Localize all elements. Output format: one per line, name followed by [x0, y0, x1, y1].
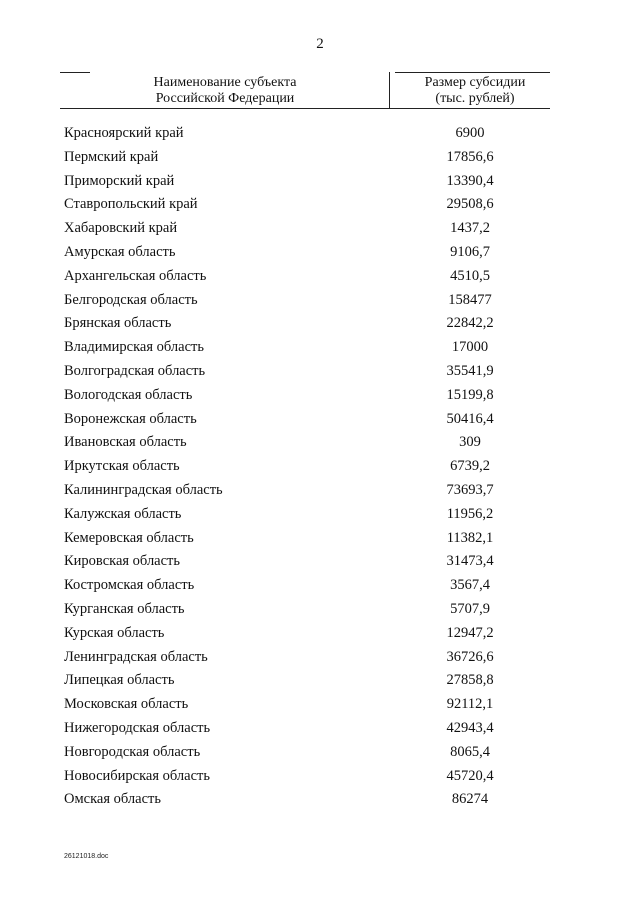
subsidy-amount: 17856,6 — [446, 148, 494, 165]
region-name: Курганская область — [64, 600, 185, 617]
subsidy-amount: 11956,2 — [446, 505, 494, 522]
region-name: Иркутская область — [64, 458, 180, 475]
table-row — [0, 431, 640, 455]
region-name: Архангельская область — [64, 267, 207, 284]
table-row — [0, 265, 640, 289]
subsidy-amount: 42943,4 — [446, 719, 494, 736]
table-row — [0, 788, 640, 812]
subsidy-amount: 17000 — [451, 339, 489, 356]
region-name: Московская область — [64, 696, 189, 713]
subsidy-amount: 31473,4 — [446, 553, 494, 570]
region-name: Липецкая область — [64, 672, 175, 689]
subsidy-amount: 86274 — [451, 791, 489, 808]
subsidy-amount: 22842,2 — [446, 315, 494, 332]
subsidy-amount: 13390,4 — [446, 172, 494, 189]
column-header-subsidy-line2: (тыс. рублей) — [435, 91, 515, 106]
region-name: Владимирская область — [64, 339, 204, 356]
subsidy-amount: 12947,2 — [446, 624, 494, 641]
subsidy-amount: 45720,4 — [446, 767, 494, 784]
subsidy-amount: 6900 — [455, 125, 485, 141]
column-header-subject-line1: Наименование субъекта — [153, 75, 297, 90]
column-header-subject-line2: Российской Федерации — [155, 91, 295, 106]
table-row — [0, 646, 640, 670]
table-row — [0, 241, 640, 265]
region-name: Новосибирская область — [64, 767, 210, 784]
table-row — [0, 717, 640, 741]
subsidy-amount: 29508,6 — [446, 196, 494, 213]
subsidy-amount: 27858,8 — [446, 672, 494, 689]
region-name: Воронежская область — [64, 410, 197, 427]
header-bottom-rule — [60, 108, 550, 109]
footer-filename: 26121018.doc — [64, 853, 109, 860]
table-row — [0, 408, 640, 432]
region-name: Волгоградская область — [64, 362, 206, 379]
region-name: Калининградская область — [64, 481, 223, 498]
table-row — [0, 384, 640, 408]
table-row — [0, 193, 640, 217]
region-name: Омская область — [64, 791, 161, 808]
table-row — [0, 765, 640, 789]
table-row — [0, 146, 640, 170]
region-name: Ивановская область — [64, 434, 187, 451]
table-row — [0, 289, 640, 313]
region-name: Новгородская область — [64, 743, 201, 760]
subsidy-table-body — [0, 122, 640, 812]
region-name: Нижегородская область — [64, 719, 211, 736]
table-row — [0, 455, 640, 479]
subsidy-amount: 92112,1 — [446, 696, 494, 713]
header-column-divider — [389, 72, 390, 108]
subsidy-amount: 3567,4 — [450, 577, 490, 594]
subsidy-amount: 35541,9 — [446, 362, 494, 379]
table-row — [0, 574, 640, 598]
header-top-rule-left — [60, 72, 90, 73]
subsidy-amount: 8065,4 — [450, 743, 490, 760]
table-row — [0, 170, 640, 194]
table-row — [0, 669, 640, 693]
region-name: Вологодская область — [64, 386, 193, 403]
column-header-subsidy — [395, 75, 555, 107]
table-row — [0, 360, 640, 384]
region-name: Курская область — [64, 624, 165, 641]
table-row — [0, 741, 640, 765]
subsidy-amount: 6739,2 — [450, 458, 490, 475]
table-row — [0, 336, 640, 360]
subsidy-amount: 15199,8 — [446, 386, 494, 403]
subsidy-amount: 5707,9 — [450, 600, 490, 617]
table-row — [0, 217, 640, 241]
subsidy-amount: 73693,7 — [446, 481, 494, 498]
column-header-subject — [90, 75, 360, 107]
table-row — [0, 622, 640, 646]
region-name: Кировская область — [64, 553, 181, 570]
table-row — [0, 693, 640, 717]
table-row — [0, 122, 640, 146]
region-name: Калужская область — [64, 505, 182, 522]
subsidy-amount: 11382,1 — [446, 529, 494, 546]
page-number: 2 — [316, 36, 324, 52]
region-name: Пермский край — [64, 148, 159, 165]
table-row — [0, 503, 640, 527]
subsidy-amount: 309 — [459, 434, 481, 451]
subsidy-amount: 158477 — [448, 291, 492, 308]
table-row — [0, 527, 640, 551]
table-row — [0, 550, 640, 574]
region-name: Амурская область — [64, 243, 176, 260]
region-name: Ленинградская область — [64, 648, 208, 665]
region-name: Ставропольский край — [64, 196, 198, 213]
subsidy-amount: 1437,2 — [450, 220, 490, 237]
region-name: Хабаровский край — [64, 220, 178, 237]
region-name: Белгородская область — [64, 291, 198, 308]
subsidy-amount: 9106,7 — [450, 243, 490, 260]
region-name: Брянская область — [64, 315, 172, 332]
table-row — [0, 598, 640, 622]
subsidy-amount: 4510,5 — [450, 267, 490, 284]
region-name: Кемеровская область — [64, 529, 194, 546]
table-row — [0, 479, 640, 503]
subsidy-amount: 36726,6 — [446, 648, 494, 665]
subsidy-amount: 50416,4 — [446, 410, 494, 427]
table-row — [0, 312, 640, 336]
region-name: Приморский край — [64, 172, 175, 189]
header-top-rule-right — [395, 72, 550, 73]
region-name: Красноярский край — [64, 125, 184, 141]
column-header-subsidy-line1: Размер субсидии — [424, 75, 526, 90]
region-name: Костромская область — [64, 577, 195, 594]
